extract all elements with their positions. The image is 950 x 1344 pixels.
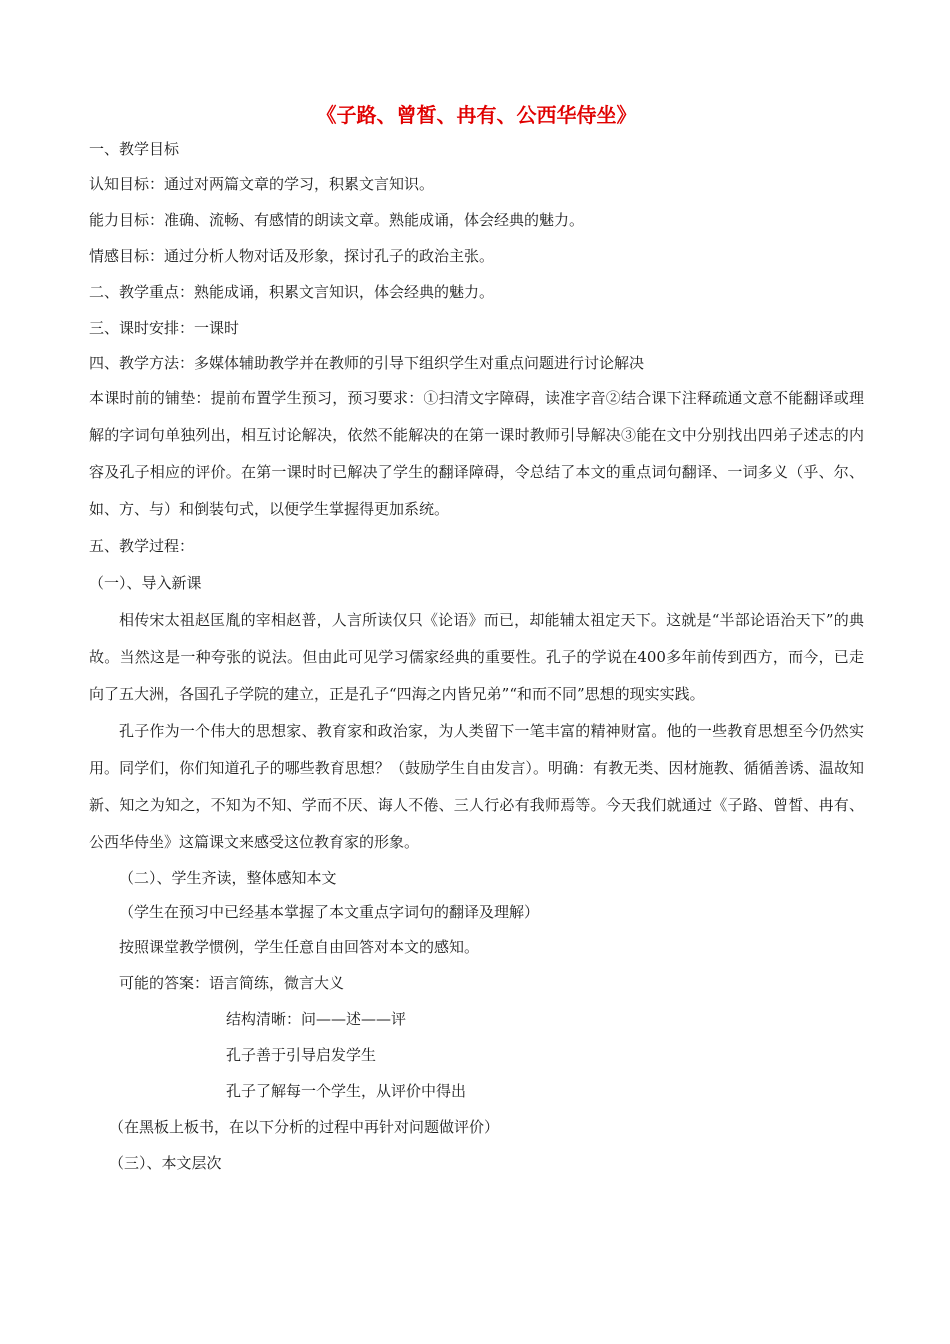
answer-line-1: 可能的答案：语言简练，微言大义 bbox=[119, 974, 345, 992]
emotion-objective: 情感目标：通过分析人物对话及形象，探讨孔子的政治主张。 bbox=[89, 247, 495, 265]
answer-line-2: 结构清晰：问——述——评 bbox=[226, 1010, 407, 1028]
blackboard-note: （在黑板上板书，在以下分析的过程中再针对问题做评价） bbox=[109, 1118, 500, 1136]
section-reading-heading: （二）、学生齐读，整体感知本文 bbox=[119, 869, 337, 887]
ability-objective: 能力目标：准确、流畅、有感情的朗读文章。熟能成诵，体会经典的魅力。 bbox=[89, 211, 585, 229]
intro-paragraph-1: 相传宋太祖赵匡胤的宰相赵普，人言所读仅只《论语》而已，却能辅太祖定天下。这就是“半部论语治天下”的典故。当然这是一种夸张的说法。但由此可见学习儒家经典的重要性。孔子的学说在400多年前传到西方，而今，已走向了五大洲，各国孔子学院的建立，正是孔子“四海之内皆兄弟”“和而不同”思想的现实实践。 bbox=[89, 611, 864, 703]
document-title: 《子路、曾皙、冉有、公西华侍坐》 bbox=[316, 103, 637, 127]
process-heading: 五、教学过程： bbox=[89, 537, 195, 555]
section-intro-heading: （一）、导入新课 bbox=[89, 574, 202, 592]
answer-line-3: 孔子善于引导启发学生 bbox=[226, 1046, 377, 1064]
key-points: 二、教学重点：熟能成诵，积累文言知识，体会经典的魅力。 bbox=[89, 283, 495, 301]
intro-paragraph-2: 孔子作为一个伟大的思想家、教育家和政治家，为人类留下一笔丰富的精神财富。他的一些教育思想至今仍然实用。同学们，你们知道孔子的哪些教育思想？（鼓励学生自由发言）。明确：有教无类、因材施教、循循善诱、温故知新、知之为知之，不知为不知、学而不厌、诲人不倦、三人行必有我师焉等。今天我们就通过《子路、曾皙、冉有、公西华侍坐》这篇课文来感受这位教育家的形象。 bbox=[89, 722, 864, 851]
objectives-heading: 一、教学目标 bbox=[89, 140, 180, 158]
reading-note: （学生在预习中已经基本掌握了本文重点字词句的翻译及理解） bbox=[119, 903, 540, 921]
preparation-paragraph: 本课时前的铺垫：提前布置学生预习，预习要求：①扫清文字障碍，读准字音②结合课下注释疏通文意不能翻译或理解的字词句单独列出，相互讨论解决，依然不能解决的在第一课时教师引导解决③能在文中分别找出四弟子述志的内容及孔子相应的评价。在第一课时时已解决了学生的翻译障碍，令总结了本文的重点词句翻译、一词多义（乎、尔、如、方、与）和倒装句式，以便学生掌握得更加系统。 bbox=[89, 389, 864, 518]
section-structure-heading: （三）、本文层次 bbox=[109, 1154, 222, 1172]
cognitive-objective: 认知目标：通过对两篇文章的学习，积累文言知识。 bbox=[89, 175, 435, 193]
class-schedule: 三、课时安排：一课时 bbox=[89, 319, 240, 337]
teaching-method: 四、教学方法：多媒体辅助教学并在教师的引导下组织学生对重点问题进行讨论解决 bbox=[89, 354, 645, 372]
practice-line: 按照课堂教学惯例，学生任意自由回答对本文的感知。 bbox=[119, 938, 480, 956]
answer-line-4: 孔子了解每一个学生，从评价中得出 bbox=[226, 1082, 467, 1100]
